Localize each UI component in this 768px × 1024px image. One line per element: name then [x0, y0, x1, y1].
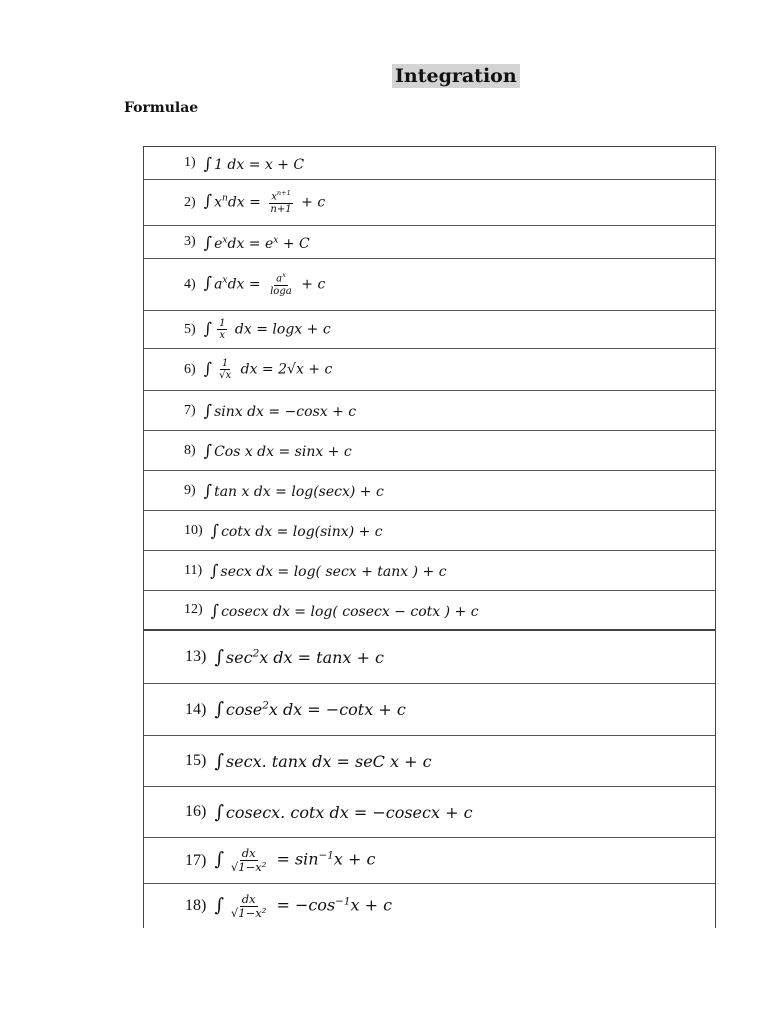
- formula-text: + c: [296, 194, 326, 211]
- formula-expression: [214, 699, 405, 720]
- superscript: 2: [252, 647, 260, 660]
- formula-expression: [204, 233, 310, 252]
- formula-number: 4): [184, 276, 196, 292]
- fraction: [217, 318, 227, 341]
- formula-text: dx =: [227, 194, 266, 211]
- integral-sign: ∫: [214, 646, 224, 668]
- fraction: [229, 893, 268, 919]
- formula-text: x + c: [350, 895, 393, 915]
- formula-text: dx =: [227, 276, 266, 293]
- integral-sign: ∫: [203, 191, 213, 211]
- integral-sign: ∫: [214, 849, 224, 870]
- formula-text: Cos x dx = sinx + c: [214, 444, 352, 460]
- formula-number: 8): [184, 442, 196, 458]
- fraction-numerator: dx: [241, 846, 256, 861]
- superscript: −1: [335, 895, 351, 908]
- superscript: x: [222, 234, 228, 245]
- formula-expression: [204, 441, 352, 460]
- integral-sign: ∫: [203, 318, 213, 338]
- formula-number: 9): [184, 482, 196, 498]
- fraction-denominator: √1−x²: [230, 860, 267, 874]
- integral-sign: ∫: [210, 600, 220, 620]
- integral-sign: ∫: [203, 232, 213, 252]
- fraction-denominator: loga: [270, 285, 292, 297]
- integral-sign: ∫: [203, 358, 213, 378]
- fraction-denominator: √1−x²: [230, 905, 267, 920]
- formula-text: secx dx = log( secx + tanx ) + c: [220, 564, 447, 580]
- integral-sign: ∫: [214, 801, 224, 823]
- formula-number: 10): [184, 522, 203, 538]
- formula-text: secx. tanx dx = seC x + c: [225, 751, 432, 771]
- formula-row: [144, 226, 715, 259]
- formula-text: x dx = −cotx + c: [268, 700, 406, 719]
- integral-sign: ∫: [203, 153, 213, 173]
- fraction-numerator: $a^x$: [276, 271, 286, 285]
- fraction-numerator: $x^{n+1}$: [271, 189, 291, 203]
- integral-sign: ∫: [203, 273, 213, 293]
- formula-row: [144, 471, 715, 511]
- formula-expression: [204, 358, 333, 381]
- formula-text: cotx dx = log(sinx) + c: [221, 524, 383, 540]
- fraction: [229, 847, 268, 873]
- formula-expression: [214, 647, 384, 668]
- integral-sign: ∫: [203, 401, 213, 420]
- formula-number: 6): [184, 361, 196, 377]
- formula-row: [144, 591, 715, 631]
- formula-number: 15): [185, 752, 207, 769]
- formula-expression: [211, 601, 479, 620]
- formula-table: [143, 146, 716, 928]
- superscript: x: [273, 234, 279, 245]
- integral-sign: ∫: [214, 894, 224, 916]
- formula-row: [144, 551, 715, 591]
- section-heading: Formulae: [124, 100, 199, 116]
- formula-number: 18): [185, 897, 207, 914]
- formula-text: x + c: [333, 850, 376, 869]
- formula-row: [144, 349, 715, 391]
- superscript: n: [221, 193, 228, 204]
- formula-expression: [214, 802, 472, 823]
- integral-sign: ∫: [203, 481, 213, 500]
- formula-row: [144, 838, 715, 884]
- formula-expression: [214, 751, 431, 772]
- formula-expression: [210, 561, 446, 580]
- formula-row: [144, 684, 715, 736]
- formula-text: a: [214, 276, 223, 293]
- formula-number: 14): [185, 700, 207, 718]
- formula-expression: [204, 481, 384, 500]
- formula-row: [144, 884, 715, 928]
- formula-expression: [214, 847, 375, 873]
- formula-text: dx = logx + c: [230, 321, 331, 338]
- formula-expression: [204, 401, 356, 420]
- integral-sign: ∫: [210, 561, 219, 580]
- fraction: [268, 272, 294, 297]
- fraction: [217, 358, 233, 381]
- superscript: −1: [318, 849, 334, 862]
- formula-text: dx = e: [227, 235, 274, 252]
- fraction-denominator: √x: [219, 370, 232, 381]
- formula-expression: [204, 272, 326, 297]
- formula-number: 5): [184, 321, 196, 337]
- formula-expression: [214, 893, 392, 919]
- formula-text: 1 dx = x + C: [214, 156, 305, 173]
- formula-row: [144, 391, 715, 431]
- fraction-denominator: n+1: [270, 203, 292, 215]
- formula-text: sec: [225, 647, 253, 667]
- superscript: 2: [262, 699, 269, 712]
- formula-row: [144, 431, 715, 471]
- formula-number: 11): [184, 562, 203, 578]
- integral-sign: ∫: [214, 699, 224, 720]
- formula-number: 17): [185, 851, 207, 869]
- integral-sign: ∫: [214, 750, 224, 772]
- formula-number: 13): [185, 648, 207, 665]
- page-title: Integration: [392, 64, 520, 88]
- formula-expression: [211, 521, 383, 540]
- fraction-numerator: dx: [241, 891, 256, 906]
- formula-row: [144, 631, 715, 684]
- formula-text: x dx = tanx + c: [259, 647, 384, 667]
- formula-text: cosecx dx = log( cosecx − cotx ) + c: [221, 603, 479, 620]
- fraction-denominator: x: [219, 330, 226, 341]
- formula-text: dx = 2√x + c: [236, 361, 333, 378]
- formula-text: = −cos: [271, 895, 336, 915]
- formula-text: x: [214, 194, 222, 211]
- formula-row: [144, 259, 715, 311]
- formula-text: = sin: [271, 850, 319, 869]
- formula-text: cosecx. cotx dx = −cosecx + c: [225, 802, 473, 822]
- formula-text: tan x dx = log(secx) + c: [214, 484, 384, 500]
- formula-text: + c: [296, 276, 326, 293]
- superscript: x: [222, 275, 228, 286]
- formula-row: [144, 180, 715, 226]
- formula-row: [144, 311, 715, 349]
- formula-expression: [204, 318, 331, 341]
- formula-row: [144, 736, 715, 787]
- fraction-numerator: 1: [219, 317, 226, 329]
- formula-text: cose: [225, 700, 263, 719]
- fraction: [268, 190, 293, 215]
- formula-number: 1): [184, 155, 196, 170]
- formula-text: sinx dx = −cosx + c: [214, 404, 357, 420]
- formula-number: 3): [184, 234, 196, 249]
- formula-row: [144, 787, 715, 838]
- formula-expression: [204, 154, 304, 173]
- formula-number: 16): [185, 803, 207, 820]
- formula-row: [144, 147, 715, 180]
- formula-expression: [204, 190, 326, 215]
- formula-text: e: [214, 235, 223, 252]
- formula-row: [144, 511, 715, 551]
- integral-sign: ∫: [210, 521, 220, 540]
- formula-number: 2): [184, 194, 196, 210]
- fraction-numerator: 1: [221, 357, 229, 369]
- formula-number: 12): [184, 602, 203, 617]
- integral-sign: ∫: [203, 441, 213, 460]
- formula-text: + C: [278, 235, 310, 252]
- formula-number: 7): [184, 402, 196, 418]
